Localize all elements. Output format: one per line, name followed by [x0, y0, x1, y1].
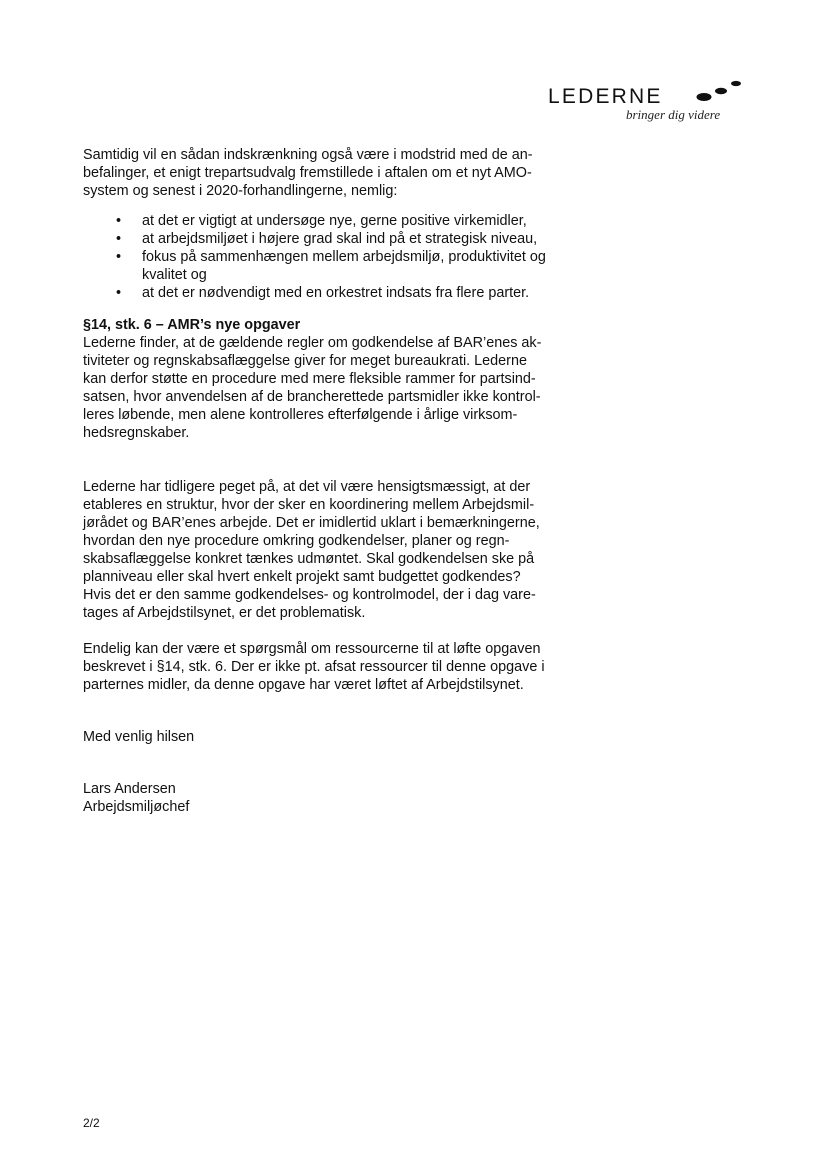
text-line: hedsregnskaber. [83, 425, 190, 441]
text-line: Hvis det er den samme godkendelses- og kontrolmodel, der i dag vare- [83, 587, 536, 603]
text-line: parternes midler, da denne opgave har været løftet af Arbejdstilsynet. [83, 677, 524, 693]
closing-greeting [83, 728, 593, 746]
letter-body [83, 146, 593, 816]
signature-name: Lars Andersen [83, 781, 176, 797]
paragraph-resources [83, 640, 593, 694]
paragraph-amr [83, 334, 593, 442]
text-line: at det er nødvendigt med en orkestret indsats fra flere parter. [142, 285, 530, 301]
spacer [83, 442, 593, 460]
text-line: hvordan den nye procedure omkring godkendelser, planer og regn- [83, 533, 510, 549]
text-line: etableres en struktur, hvor der sker en koordinering mellem Arbejdsmil- [83, 497, 535, 513]
text-line: tages af Arbejdstilsynet, er det problematisk. [83, 605, 366, 621]
text-line: Samtidig vil en sådan indskrænkning også være i modstrid med de an- [83, 147, 533, 163]
list-item [83, 230, 593, 248]
list-item [83, 212, 593, 230]
bullet-list [83, 212, 593, 302]
text-line: Endelig kan der være et spørgsmål om ressourcerne til at løfte opgaven [83, 641, 541, 657]
list-item [83, 248, 593, 284]
list-item [83, 284, 593, 302]
bullet-marker: • [116, 249, 122, 265]
text-line: planniveau eller skal hvert enkelt projekt samt budgettet godkendes? [83, 569, 521, 585]
logo-wordmark: LEDERNE [548, 85, 663, 108]
text-line: Lederne har tidligere peget på, at det vil være hensigtsmæssigt, at der [83, 479, 531, 495]
text-line: satsen, hvor anvendelsen af de brancherettede partsmidler ikke kontrol- [83, 389, 541, 405]
signature-title: Arbejdsmiljøchef [83, 799, 190, 815]
logo-dots-icon [692, 78, 748, 104]
lederne-logo [548, 78, 748, 122]
text-line: leres løbende, men alene kontrolleres efterfølgende i årlige virksom- [83, 407, 518, 423]
paragraph-intro [83, 146, 593, 200]
bullet-marker: • [116, 213, 122, 229]
text-line: system og senest i 2020-forhandlingerne, nemlig: [83, 183, 398, 199]
text-line: kvalitet og [142, 267, 207, 283]
logo-tagline: bringer dig videre [626, 107, 721, 122]
page-number: 2/2 [83, 1116, 100, 1130]
text-line: at det er vigtigt at undersøge nye, gerne positive virkemidler, [142, 213, 527, 229]
text-line: beskrevet i §14, stk. 6. Der er ikke pt. afsat ressourcer til denne opgave i [83, 659, 545, 675]
signature-block [83, 780, 593, 816]
text-line: Lederne finder, at de gældende regler om godkendelse af BAR’enes ak- [83, 335, 542, 351]
text-line: kan derfor støtte en procedure med mere fleksible rammer for partsind- [83, 371, 536, 387]
section-heading: §14, stk. 6 – AMR’s nye opgaver [83, 317, 301, 333]
text-line: tiviteter og regnskabsaflæggelse giver for meget bureaukrati. Lederne [83, 353, 527, 369]
text-line: at arbejdsmiljøet i højere grad skal ind på et strategisk niveau, [142, 231, 538, 247]
text-line: befalinger, et enigt trepartsudvalg fremstillede i aftalen om et nyt AMO- [83, 165, 532, 181]
bullet-marker: • [116, 231, 122, 247]
bullet-marker: • [116, 285, 122, 301]
text-line: jørådet og BAR’enes arbejde. Det er imidlertid uklart i bemærkningerne, [83, 515, 540, 531]
text-line: Med venlig hilsen [83, 729, 195, 745]
paragraph-coordination [83, 478, 593, 622]
text-line: fokus på sammenhængen mellem arbejdsmiljø, produktivitet og [142, 249, 546, 265]
text-line: skabsaflæggelse konkret tænkes udmøntet. Skal godkendelsen ske på [83, 551, 535, 567]
